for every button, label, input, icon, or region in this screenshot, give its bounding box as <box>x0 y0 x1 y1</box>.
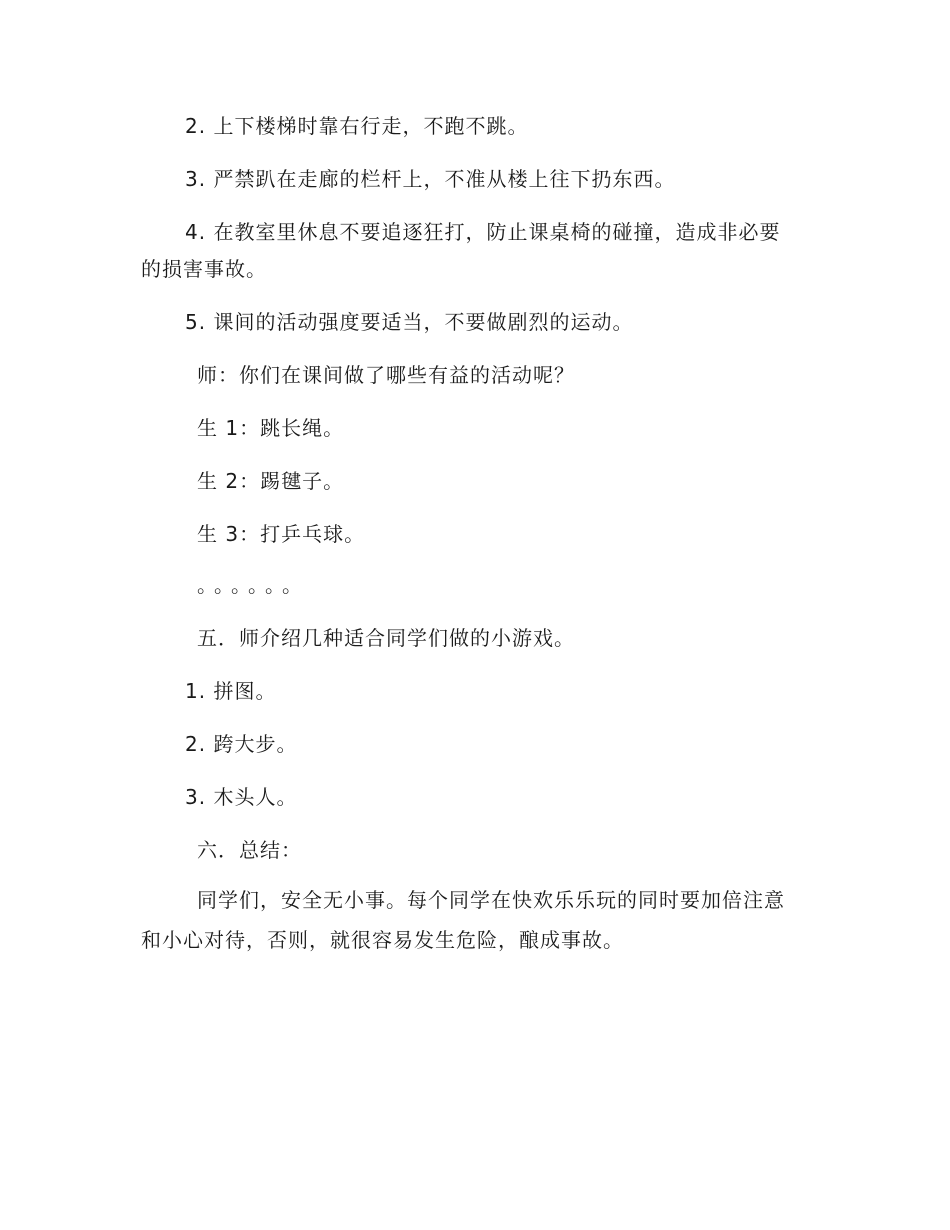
student-answer-3: 生 3：打乒乓球。 <box>197 522 366 546</box>
ellipsis-line: 。。。。。。 <box>197 573 309 597</box>
rule-item-2: 2. 上下楼梯时靠右行走，不跑不跳。 <box>185 114 529 138</box>
section-six-heading: 六．总结： <box>197 838 302 862</box>
section-five-heading: 五．师介绍几种适合同学们做的小游戏。 <box>197 626 575 650</box>
summary-paragraph-line-2: 和小心对待，否则，就很容易发生危险，酿成事故。 <box>141 928 624 952</box>
summary-paragraph-line-1: 同学们，安全无小事。每个同学在快欢乐乐玩的同时要加倍注意 <box>197 888 785 912</box>
rule-item-4: 4. 在教室里休息不要追逐狂打，防止课桌椅的碰撞，造成非必要 <box>185 220 781 244</box>
game-item-1: 1. 拼图。 <box>185 679 277 703</box>
teacher-question: 师：你们在课间做了哪些有益的活动呢？ <box>197 363 575 387</box>
game-item-2: 2. 跨大步。 <box>185 732 298 756</box>
rule-item-5: 5. 课间的活动强度要适当，不要做剧烈的运动。 <box>185 310 634 334</box>
student-answer-2: 生 2：踢毽子。 <box>197 469 345 493</box>
rule-item-3: 3. 严禁趴在走廊的栏杆上，不准从楼上往下扔东西。 <box>185 167 676 191</box>
rule-item-4-continued: 的损害事故。 <box>141 257 267 281</box>
student-answer-1: 生 1：跳长绳。 <box>197 416 345 440</box>
game-item-3: 3. 木头人。 <box>185 785 298 809</box>
